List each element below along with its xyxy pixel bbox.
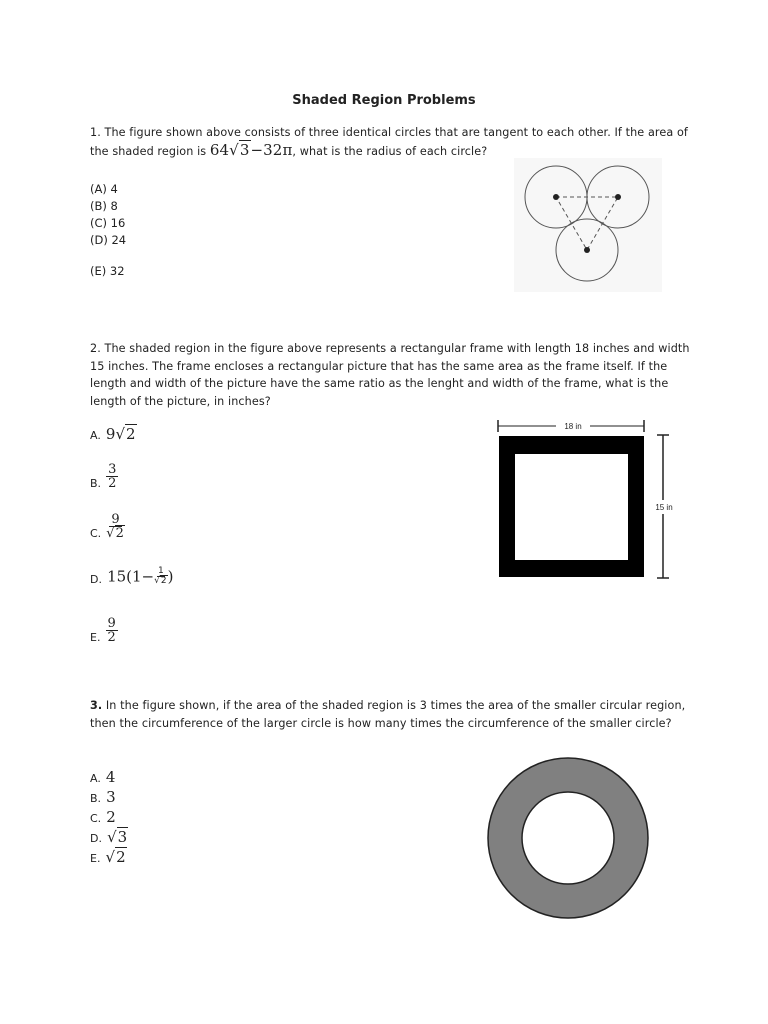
length-label: 18 in [564, 422, 582, 431]
inner-picture [515, 454, 628, 560]
q1-option-c[interactable]: (C) 16 [90, 216, 126, 230]
three-circles-figure [514, 158, 662, 292]
q3-number: 3. [90, 699, 103, 712]
frame-figure [494, 414, 694, 590]
q2-option-a[interactable]: A. 9√2 [90, 425, 136, 443]
q1-option-b[interactable]: (B) 8 [90, 199, 118, 213]
q3-option-e[interactable]: E. √2 [90, 848, 126, 866]
q3-option-d[interactable]: D. √3 [90, 828, 128, 846]
q2-option-d[interactable]: D. 15(1− $\frac{1}{√2}$ ) [90, 566, 174, 586]
q2-option-b[interactable]: B. $\frac{3}{2}$ [90, 462, 117, 491]
question-3 [90, 697, 690, 732]
width-label: 15 in [655, 503, 673, 512]
q3-option-c[interactable]: C. 2 [90, 808, 116, 826]
q1-text-before: 1. The figure shown above consists of three identical circles that are tangent to each other. If the area of the shaded region is [90, 126, 688, 158]
q1-expression: 64√3−32π [209, 140, 293, 159]
q2-option-e[interactable]: E. $\frac{9}{2}$ [90, 616, 116, 645]
q1-option-a[interactable]: (A) 4 [90, 182, 118, 196]
ring-figure [484, 754, 654, 924]
page-title: Shaded Region Problems [292, 93, 476, 108]
q1-text-after: , what is the radius of each circle? [292, 144, 488, 158]
q3-text: In the figure shown, if the area of the shaded region is 3 times the area of the smaller circular region, then the circumference of the larger circle is how many times the circumference of the smaller circle? [90, 699, 686, 730]
q1-option-e[interactable]: (E) 32 [90, 264, 125, 278]
q3-option-a[interactable]: A. 4 [90, 768, 116, 786]
q2-option-c[interactable]: C. $\frac{9}{√2}$ [90, 512, 124, 541]
q3-option-b[interactable]: B. 3 [90, 788, 116, 806]
inner-circle [522, 792, 614, 884]
q1-option-d[interactable]: (D) 24 [90, 233, 127, 247]
question-2-text: 2. The shaded region in the figure above represents a rectangular frame with length 18 inches and width 15 inches. The frame encloses a rectangular picture that has the same area as the frame itself. If the length and width of the picture have the same ratio as the lenght and width of the frame, what is the length of the picture, in inches? [90, 342, 690, 408]
question-1 [90, 124, 690, 160]
